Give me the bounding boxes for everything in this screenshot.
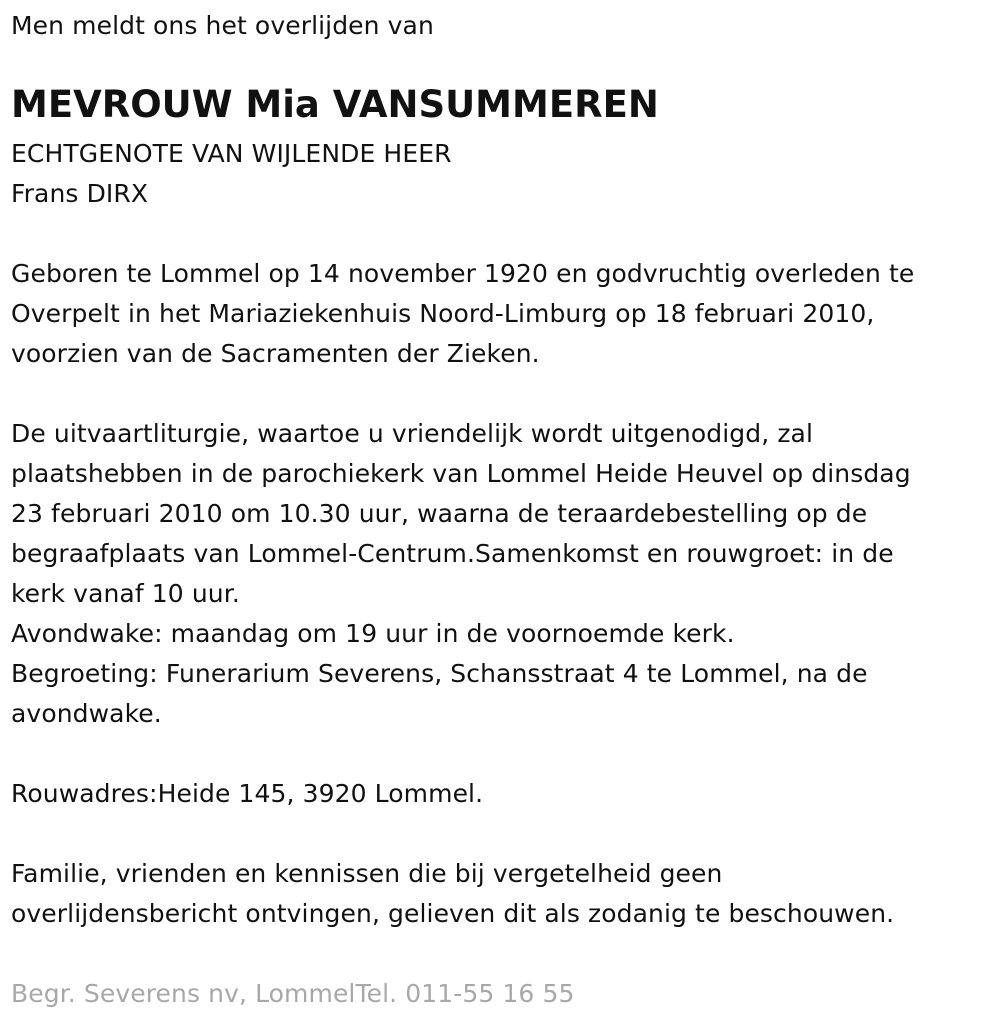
family-paragraph bbox=[11, 854, 894, 934]
paragraph-line: kerk vanaf 10 uur. bbox=[11, 579, 240, 608]
paragraph-line: Familie, vrienden en kennissen die bij vergetelheid geen bbox=[11, 859, 723, 888]
paragraph-line: Overpelt in het Mariaziekenhuis Noord-Limburg op 18 februari 2010, bbox=[11, 299, 875, 328]
paragraph-line: voorzien van de Sacramenten der Zieken. bbox=[11, 339, 540, 368]
spouse-name: Frans DIRX bbox=[11, 179, 149, 208]
paragraph-line: avondwake. bbox=[11, 699, 162, 728]
address-line: Rouwadres:Heide 145, 3920 Lommel. bbox=[11, 779, 484, 808]
spouse-relation: ECHTGENOTE VAN WIJLENDE HEER bbox=[11, 139, 452, 168]
paragraph-line: 23 februari 2010 om 10.30 uur, waarna de teraardebestelling op de bbox=[11, 499, 868, 528]
birth-death-paragraph bbox=[11, 254, 914, 374]
paragraph-line: begraafplaats van Lommel-Centrum.Samenkomst en rouwgroet: in de bbox=[11, 539, 894, 568]
funeral-paragraph bbox=[11, 414, 911, 734]
intro-text: Men meldt ons het overlijden van bbox=[11, 11, 434, 40]
mourning-address bbox=[11, 774, 483, 814]
funeral-home-footer: Begr. Severens nv, LommelTel. 011-55 16 55 bbox=[11, 979, 575, 1008]
greeting-line: Begroeting: Funerarium Severens, Schansstraat 4 te Lommel, na de bbox=[11, 659, 868, 688]
deceased-name: MEVROUW Mia VANSUMMEREN bbox=[11, 83, 659, 126]
paragraph-line: plaatshebben in de parochiekerk van Lommel Heide Heuvel op dinsdag bbox=[11, 459, 911, 488]
paragraph-line: overlijdensbericht ontvingen, gelieven dit als zodanig te beschouwen. bbox=[11, 899, 895, 928]
paragraph-line: Geboren te Lommel op 14 november 1920 en godvruchtig overleden te bbox=[11, 259, 915, 288]
wake-line: Avondwake: maandag om 19 uur in de voornoemde kerk. bbox=[11, 619, 735, 648]
paragraph-line: De uitvaartliturgie, waartoe u vriendelijk wordt uitgenodigd, zal bbox=[11, 419, 814, 448]
